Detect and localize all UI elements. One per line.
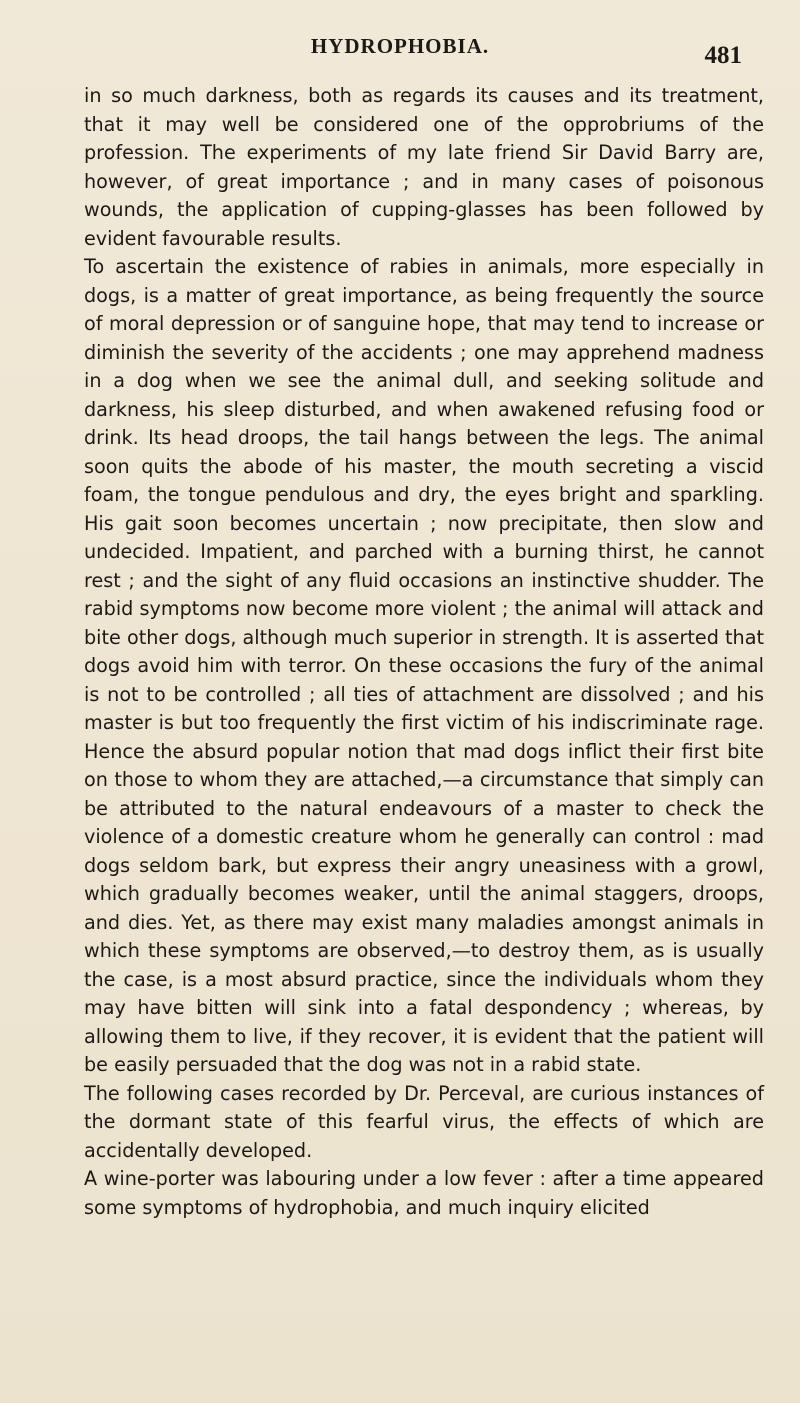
running-head bbox=[0, 28, 800, 68]
paragraph: The following cases recorded by Dr. Perceval, are curious instances of the dormant state of this fearful virus, the effects of which are accidentally developed. bbox=[84, 1081, 764, 1162]
page-number: 481 bbox=[704, 42, 742, 69]
paragraph: in so much darkness, both as regards its causes and its treatment, that it may well be considered one of the opprobriums of the profession. The experiments of my late friend Sir David Barry are, however, of great importance ; and in many cases of poisonous wounds, the application of cupping-glasses has been followed by evident favourable results. bbox=[84, 84, 764, 250]
paragraph: To ascertain the existence of rabies in animals, more especially in dogs, is a matter of great importance, as being frequently the source of moral depression or of sanguine hope, that may tend to increase or diminish the severity of the accidents ; one may apprehend madness in a dog when we see the animal dull, and seeking solitude and darkness, his sleep disturbed, and when awakened refusing food or drink. Its head droops, the tail hangs between the legs. The animal soon quits the abode of his master, the mouth secreting a viscid foam, the tongue pendulous and dry, the eyes bright and sparkling. His gait soon becomes uncertain ; now precipitate, then slow and undecided. Impatient, and parched with a burning thirst, he cannot rest ; and the sight of any fluid occasions an instinctive shudder. The rabid symptoms now become more violent ; the animal will attack and bite other dogs, although much superior in strength. It is asserted that dogs avoid him with terror. On these occasions the fury of the animal is not to be controlled ; all ties of attachment are dissolved ; and his master is but too frequently the first victim of his indiscriminate rage. Hence the absurd popular notion that mad dogs inflict their first bite on those to whom they are attached,—a circumstance that simply can be attributed to the natural endeavours of a master to check the violence of a domestic creature whom he generally can control : mad dogs seldom bark, but express their angry uneasiness with a growl, which gradually becomes weaker, until the animal staggers, droops, and dies. Yet, as there may exist many maladies amongst animals in which these symptoms are observed,—to destroy them, as is usually the case, is a most absurd practice, since the individuals whom they may have bitten will sink into a fatal despondency ; whereas, by allowing them to live, if they recover, it is evident that the patient will be easily persuaded that the dog was not in a rabid state. bbox=[84, 255, 764, 1076]
paragraph: A wine-porter was labouring under a low fever : after a time appeared some symptoms of hydrophobia, and much inquiry elicited bbox=[84, 1167, 764, 1219]
running-title: HYDROPHOBIA. bbox=[310, 34, 490, 58]
body-text bbox=[84, 82, 764, 1222]
